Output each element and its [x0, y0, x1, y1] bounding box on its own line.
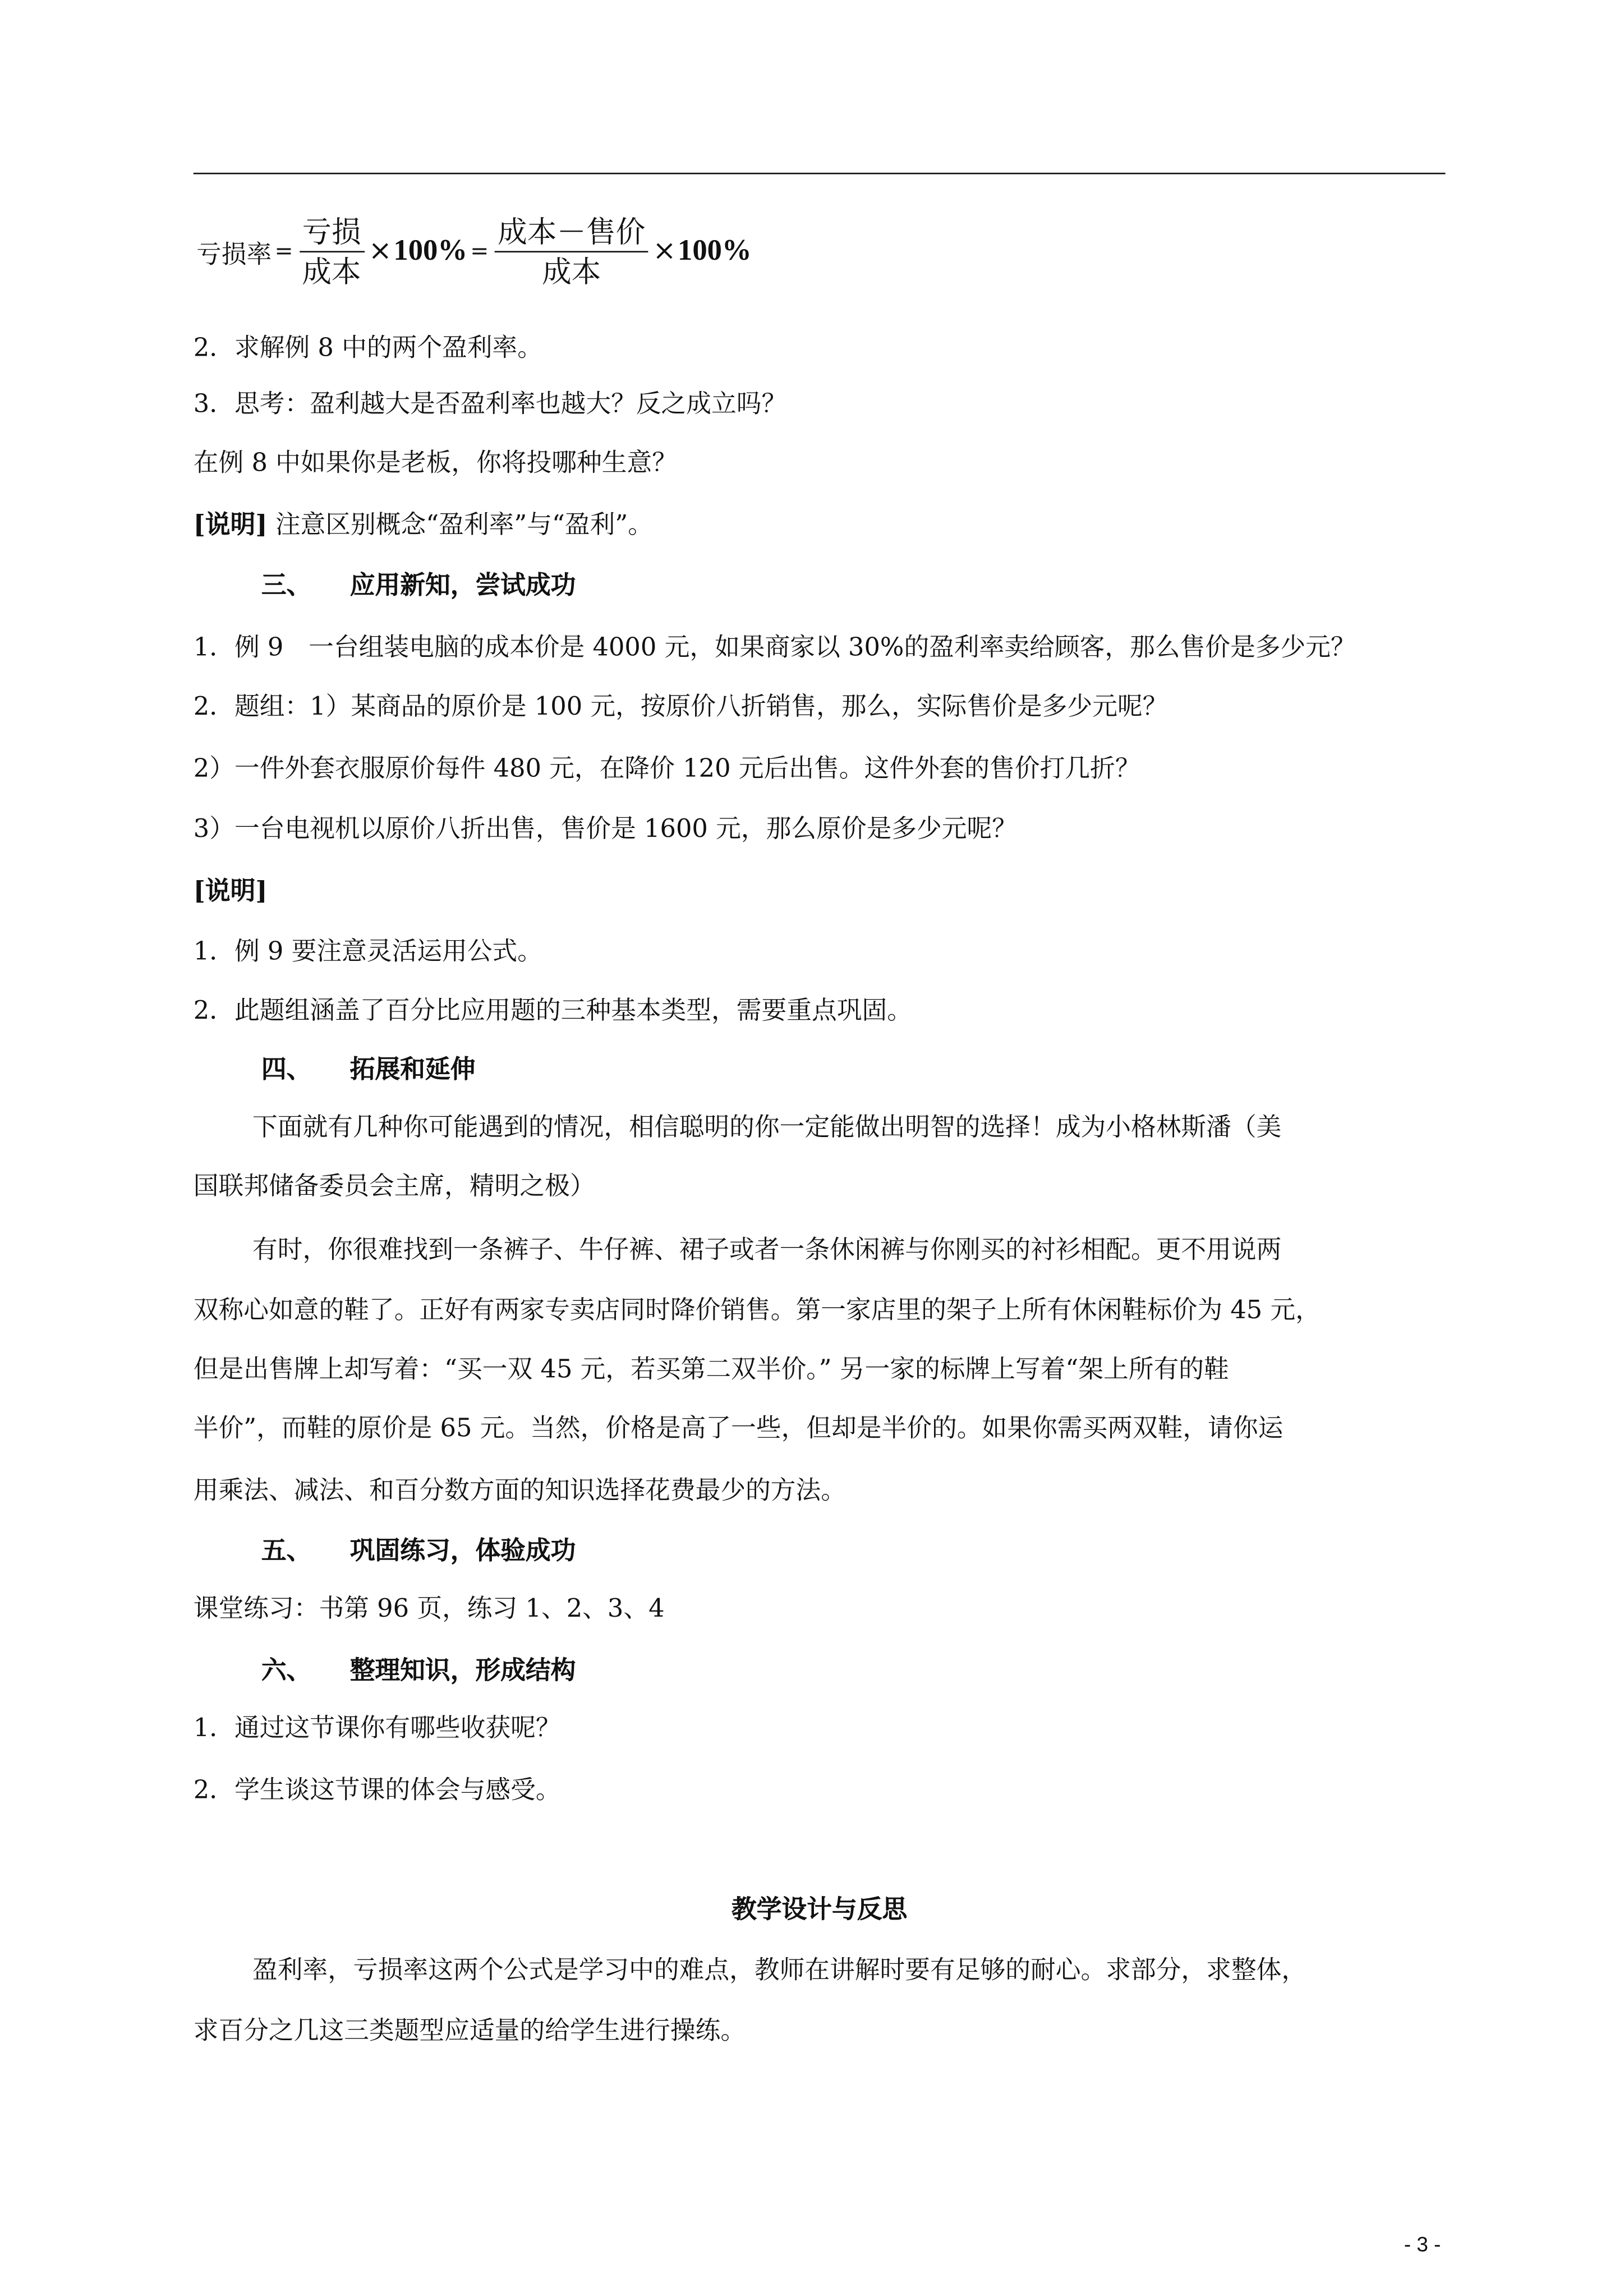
- section-heading-6: [261, 1654, 576, 1689]
- note-line: [194, 508, 653, 543]
- section-number: 五、: [261, 1536, 312, 1567]
- formula-percent-2: 100%: [677, 234, 752, 267]
- page-number: - 3 -: [1404, 2232, 1441, 2256]
- section-number: 六、: [261, 1656, 312, 1686]
- section-title: 应用新知，尝试成功: [349, 571, 576, 601]
- section-title: 巩固练习，体验成功: [349, 1536, 576, 1567]
- text-line: 2）一件外套衣服原价每件 480 元，在降价 120 元后出售。这件外套的售价打几折？: [193, 754, 1140, 784]
- text-line: 1．例 9 要注意灵活运用公式。: [193, 937, 543, 967]
- note-text: 注意区别概念“盈利率”与“盈利”。: [275, 510, 653, 541]
- text-line: 2．题组：1）某商品的原价是 100 元，按原价八折销售，那么，实际售价是多少元呢？: [193, 692, 1168, 722]
- text-line: 3）一台电视机以原价八折出售，售价是 1600 元，那么原价是多少元呢？: [193, 815, 1018, 845]
- fraction-2-numerator: 成本－售价: [495, 212, 648, 252]
- formula-percent-1: 100%: [393, 234, 467, 267]
- section-title: 整理知识，形成结构: [349, 1656, 576, 1686]
- fraction-2-denominator: 成本: [542, 253, 601, 289]
- text-line: 2．求解例 8 中的两个盈利率。: [193, 333, 543, 364]
- section-number: 四、: [261, 1055, 312, 1085]
- paragraph-line: 半价”，而鞋的原价是 65 元。当然，价格是高了一些，但却是半价的。如果你需买两双鞋，请你运: [193, 1414, 1283, 1444]
- paragraph-line: 用乘法、减法、和百分数方面的知识选择花费最少的方法。: [193, 1476, 846, 1506]
- header-rule: [194, 173, 1446, 174]
- text-line: 在例 8 中如果你是老板，你将投哪种生意？: [193, 449, 678, 478]
- reflection-title: 教学设计与反思: [732, 1895, 908, 1925]
- paragraph-line: 盈利率，亏损率这两个公式是学习中的难点，教师在讲解时要有足够的耐心。求部分，求整体，: [252, 1956, 1307, 1986]
- formula-fraction-2: [495, 212, 648, 290]
- formula-times-2: ×: [652, 234, 677, 268]
- note-tag: [说明]: [193, 877, 268, 907]
- formula-lead: 亏损率: [196, 240, 272, 270]
- fraction-1-numerator: 亏损: [299, 212, 364, 252]
- paragraph-line: 求百分之几这三类题型应适量的给学生进行操练。: [193, 2017, 746, 2046]
- text-line: 3．思考：盈利越大是否盈利率也越大？反之成立吗？: [193, 389, 787, 420]
- text-line: 1．例 9 一台组装电脑的成本价是 4000 元，如果商家以 30%的盈利率卖给顾客，那么售价是多少元？: [193, 633, 1356, 663]
- note-tag: [说明]: [193, 510, 268, 541]
- paragraph-line: 但是出售牌上却写着：“买一双 45 元，若买第二双半价。” 另一家的标牌上写着“架上所有的鞋: [193, 1355, 1229, 1385]
- formula-times-1: ×: [368, 234, 392, 268]
- formula-fraction-1: [299, 212, 364, 290]
- section-heading-4: [261, 1052, 476, 1088]
- formula-equals-1: =: [274, 237, 293, 265]
- section-title: 拓展和延伸: [349, 1055, 476, 1085]
- paragraph-line: 有时，你很难找到一条裤子、牛仔裤、裙子或者一条休闲裤与你刚买的衬衫相配。更不用说两: [252, 1235, 1282, 1266]
- section-number: 三、: [261, 571, 312, 601]
- section-heading-5: [261, 1534, 576, 1569]
- section-heading-3: [261, 568, 576, 604]
- loss-rate-formula: [196, 206, 752, 295]
- paragraph-line: 下面就有几种你可能遇到的情况，相信聪明的你一定能做出明智的选择！成为小格林斯潘（美: [252, 1113, 1282, 1143]
- paragraph-line: 国联邦储备委员会主席，精明之极）: [193, 1172, 595, 1202]
- text-line: 课堂练习：书第 96 页，练习 1、2、3、4: [193, 1594, 665, 1624]
- fraction-1-denominator: 成本: [302, 253, 361, 289]
- text-line: 1．通过这节课你有哪些收获呢？: [193, 1714, 561, 1744]
- text-line: 2．学生谈这节课的体会与感受。: [193, 1776, 561, 1806]
- paragraph-line: 双称心如意的鞋了。正好有两家专卖店同时降价销售。第一家店里的架子上所有休闲鞋标价为 45 元，: [193, 1296, 1321, 1326]
- text-line: 2．此题组涵盖了百分比应用题的三种基本类型，需要重点巩固。: [193, 996, 913, 1027]
- formula-equals-2: =: [470, 237, 489, 265]
